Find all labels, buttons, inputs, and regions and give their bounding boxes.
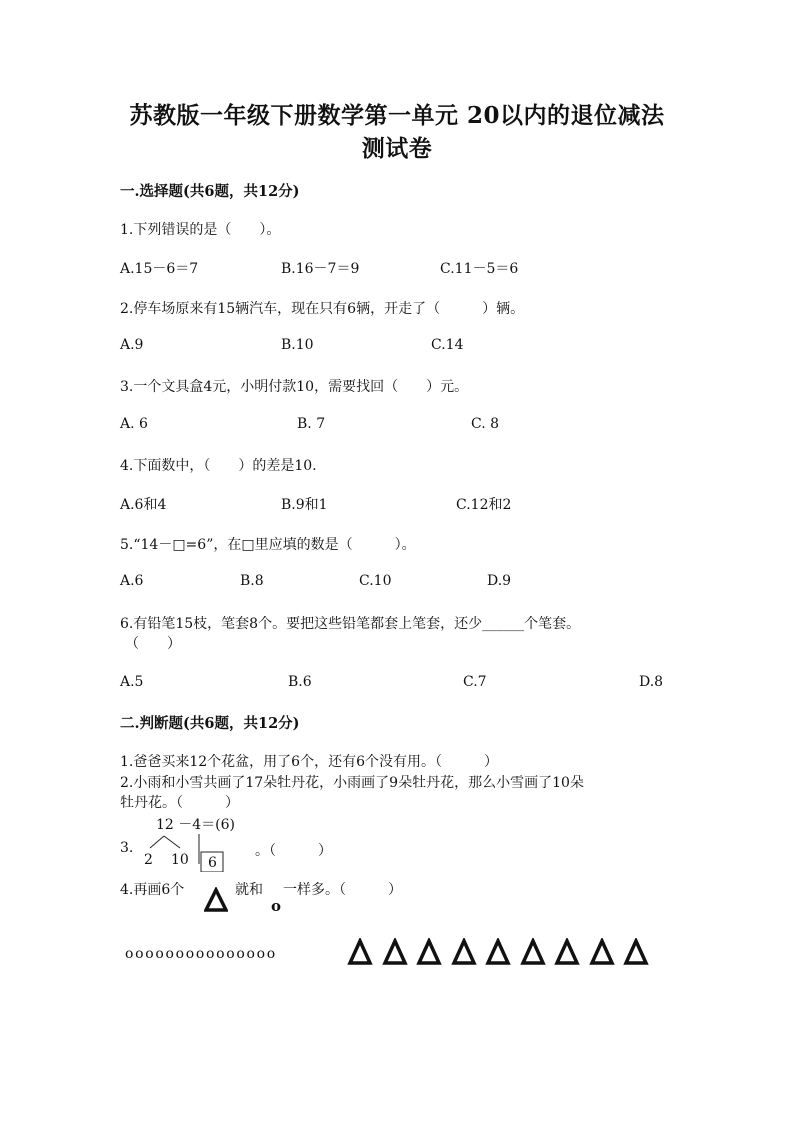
q3-equation: 12 －4＝(6) [156, 817, 236, 833]
page-title-line1: 苏教版一年级下册数学第一单元 20以内的退位减法 [129, 102, 665, 129]
question-6: 6.有铅笔15枝，笔套8个。要把这些铅笔都套上笔套，还少______个笔套。 [120, 616, 581, 632]
triangle-icon [347, 938, 373, 966]
q6-option-d: D.8 [639, 674, 664, 690]
q5-option-d: D.9 [487, 573, 512, 589]
page-title-line2: 测试卷 [361, 135, 433, 162]
judge-question-2-line2: 牡丹花。（ ） [120, 795, 239, 811]
q6-option-b: B.6 [288, 674, 312, 690]
q3-split-left: 2 [144, 852, 153, 868]
judge-question-3 [120, 812, 380, 872]
triangle-icon [589, 938, 615, 966]
q2-option-b: B.10 [281, 337, 314, 353]
q4-dot-row: ooooooooooooooo [125, 946, 277, 962]
question-6-paren: （ ） [125, 636, 181, 652]
triangle-icon [451, 938, 477, 966]
q3-number: 3. [120, 840, 134, 856]
section1-heading: 一.选择题(共6题，共12分) [120, 183, 300, 200]
q2-option-a: A.9 [120, 337, 144, 353]
triangle-icon [382, 938, 408, 966]
triangle-icon [416, 938, 442, 966]
q5-option-c: C.10 [359, 573, 392, 589]
triangle-icon [485, 938, 511, 966]
q3-option-c: C. 8 [471, 416, 500, 432]
q1-option-b: B.16－7＝9 [281, 261, 360, 277]
triangle-icon [554, 938, 580, 966]
triangle-icon [520, 938, 546, 966]
q1-option-a: A.15－6＝7 [120, 261, 199, 277]
question-4: 4.下面数中，（ ）的差是10. [120, 458, 317, 474]
question-2: 2.停车场原来有15辆汽车，现在只有6辆，开走了（ ）辆。 [120, 301, 525, 317]
question-3: 3.一个文具盒4元，小明付款10，需要找回（ ）元。 [120, 379, 469, 395]
q5-option-a: A.6 [120, 573, 144, 589]
q4-triangle-row [347, 936, 667, 968]
q4-option-c: C.12和2 [456, 497, 512, 513]
q4-suffix: 一样多。（ ） [283, 882, 402, 898]
question-1: 1.下列错误的是（ ）。 [120, 222, 281, 238]
q4-option-a: A.6和4 [120, 497, 167, 513]
judge-question-1: 1.爸爸买来12个花盆，用了6个，还有6个没有用。（ ） [120, 754, 498, 770]
q3-option-a: A. 6 [120, 416, 148, 432]
q3-tail: 。（ ） [255, 843, 332, 859]
question-5: 5.“14－□=6”，在□里应填的数是（ ）。 [120, 537, 416, 553]
q3-option-b: B. 7 [297, 416, 326, 432]
section2-heading: 二.判断题(共6题，共12分) [120, 715, 300, 732]
q2-option-c: C.14 [431, 337, 464, 353]
q1-option-c: C.11－5＝6 [440, 261, 519, 277]
q4-option-b: B.9和1 [281, 497, 328, 513]
q6-option-c: C.7 [463, 674, 487, 690]
q3-split-right: 10 [171, 852, 189, 868]
q5-option-b: B.8 [240, 573, 264, 589]
q3-split-lines [120, 812, 380, 872]
q3-box-value: 6 [208, 855, 217, 871]
q4-middle: 就和 [235, 882, 263, 898]
q4-shape-row [125, 936, 665, 968]
triangle-icon [204, 887, 228, 913]
triangle-icon [623, 938, 649, 966]
q6-option-a: A.5 [120, 674, 144, 690]
q4-prefix: 4.再画6个 [120, 882, 185, 898]
circle-icon: o [271, 897, 282, 915]
judge-question-2-line1: 2.小雨和小雪共画了17朵牡丹花，小雨画了9朵牡丹花，那么小雪画了10朵 [120, 775, 584, 791]
